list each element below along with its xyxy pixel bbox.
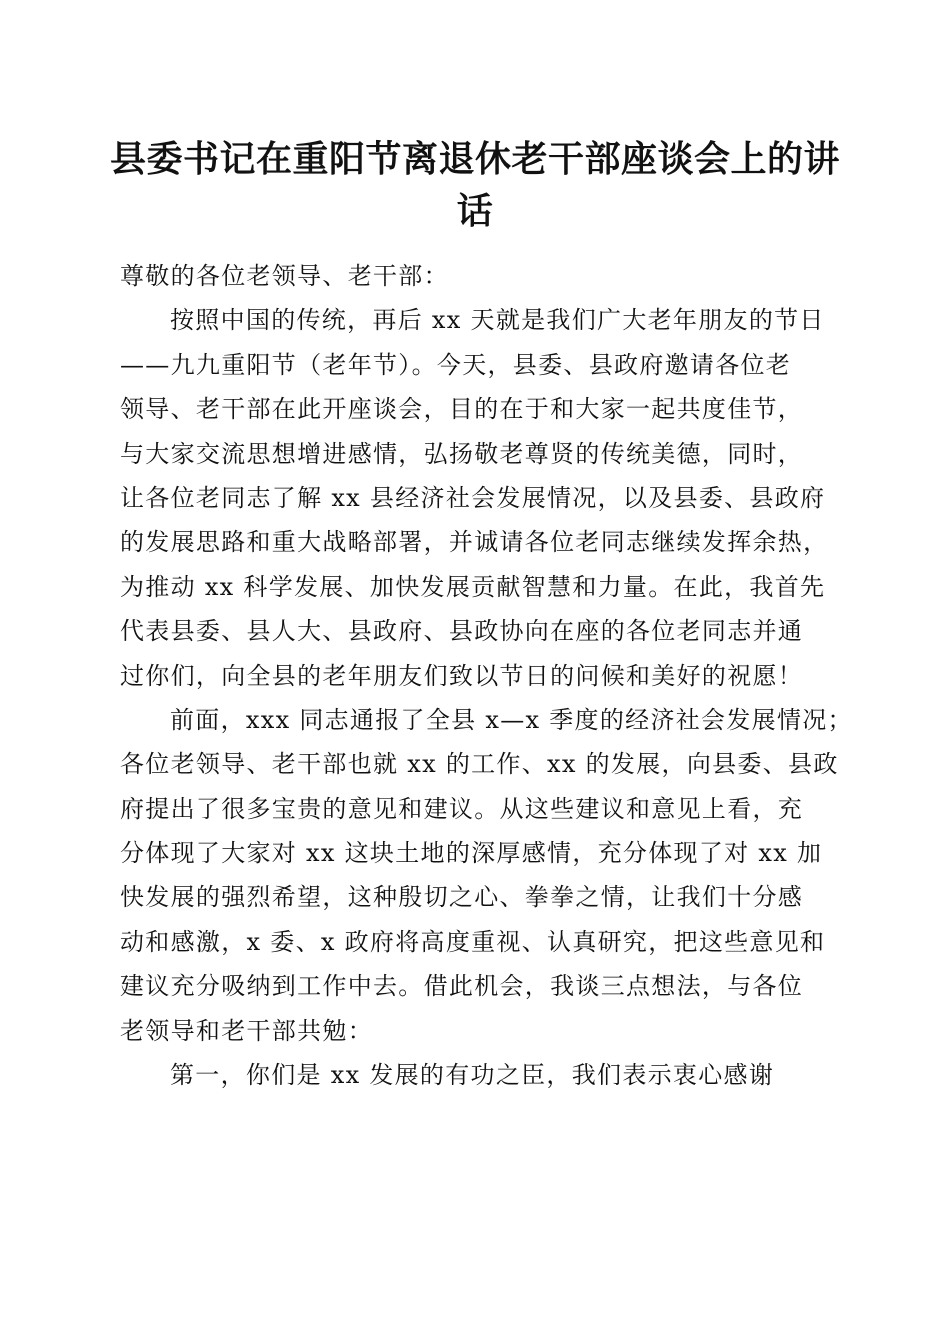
paragraph-2 xyxy=(120,698,853,1053)
paragraph-line: 老领导和老干部共勉： xyxy=(120,1016,373,1045)
paragraph-line: 分体现了大家对 xx 这块土地的深厚感情，充分体现了对 xx 加 xyxy=(120,839,823,868)
document-title xyxy=(100,133,850,237)
paragraph-line: 府提出了很多宝贵的意见和建议。从这些建议和意见上看，充 xyxy=(120,794,804,823)
paragraph-line: 动和感激，x 委、x 政府将高度重视、认真研究，把这些意见和 xyxy=(120,927,826,956)
document-body xyxy=(120,254,853,1097)
paragraph-line: 前面，xxx 同志通报了全县 x—x 季度的经济社会发展情况； xyxy=(170,705,853,734)
title-line-2: 话 xyxy=(456,190,494,232)
title-line-1: 县委书记在重阳节离退休老干部座谈会上的讲 xyxy=(109,138,840,180)
paragraph-line: 与大家交流思想增进感情，弘扬敬老尊贤的传统美德，同时， xyxy=(120,439,804,468)
paragraph-line: 按照中国的传统，再后 xx 天就是我们广大老年朋友的节日 xyxy=(170,306,825,335)
paragraph-line: ——九九重阳节（老年节）。今天，县委、县政府邀请各位老 xyxy=(120,350,792,379)
paragraph-line: 代表县委、县人大、县政府、县政协向在座的各位老同志并通 xyxy=(120,617,804,646)
paragraph-line: 让各位老同志了解 xx 县经济社会发展情况，以及县委、县政府 xyxy=(120,483,826,512)
paragraph-line: 过你们，向全县的老年朋友们致以节日的问候和美好的祝愿！ xyxy=(120,661,804,690)
paragraph-line: 各位老领导、老干部也就 xx 的工作、xx 的发展，向县委、县政 xyxy=(120,750,839,779)
paragraph-line: 快发展的强烈希望，这种殷切之心、拳拳之情，让我们十分感 xyxy=(120,883,804,912)
paragraph-1 xyxy=(120,298,832,698)
paragraph-line: 的发展思路和重大战略部署，并诚请各位老同志继续发挥余热， xyxy=(120,528,829,557)
section-heading: 第一，你们是 xx 发展的有功之臣，我们表示衷心感谢 xyxy=(170,1061,775,1090)
paragraph-line: 领导、老干部在此开座谈会，目的在于和大家一起共度佳节， xyxy=(120,395,804,424)
paragraph-line: 建议充分吸纳到工作中去。借此机会，我谈三点想法，与各位 xyxy=(120,972,804,1001)
paragraph-line: 为推动 xx 科学发展、加快发展贡献智慧和力量。在此，我首先 xyxy=(120,572,826,601)
salutation: 尊敬的各位老领导、老干部： xyxy=(120,262,449,290)
